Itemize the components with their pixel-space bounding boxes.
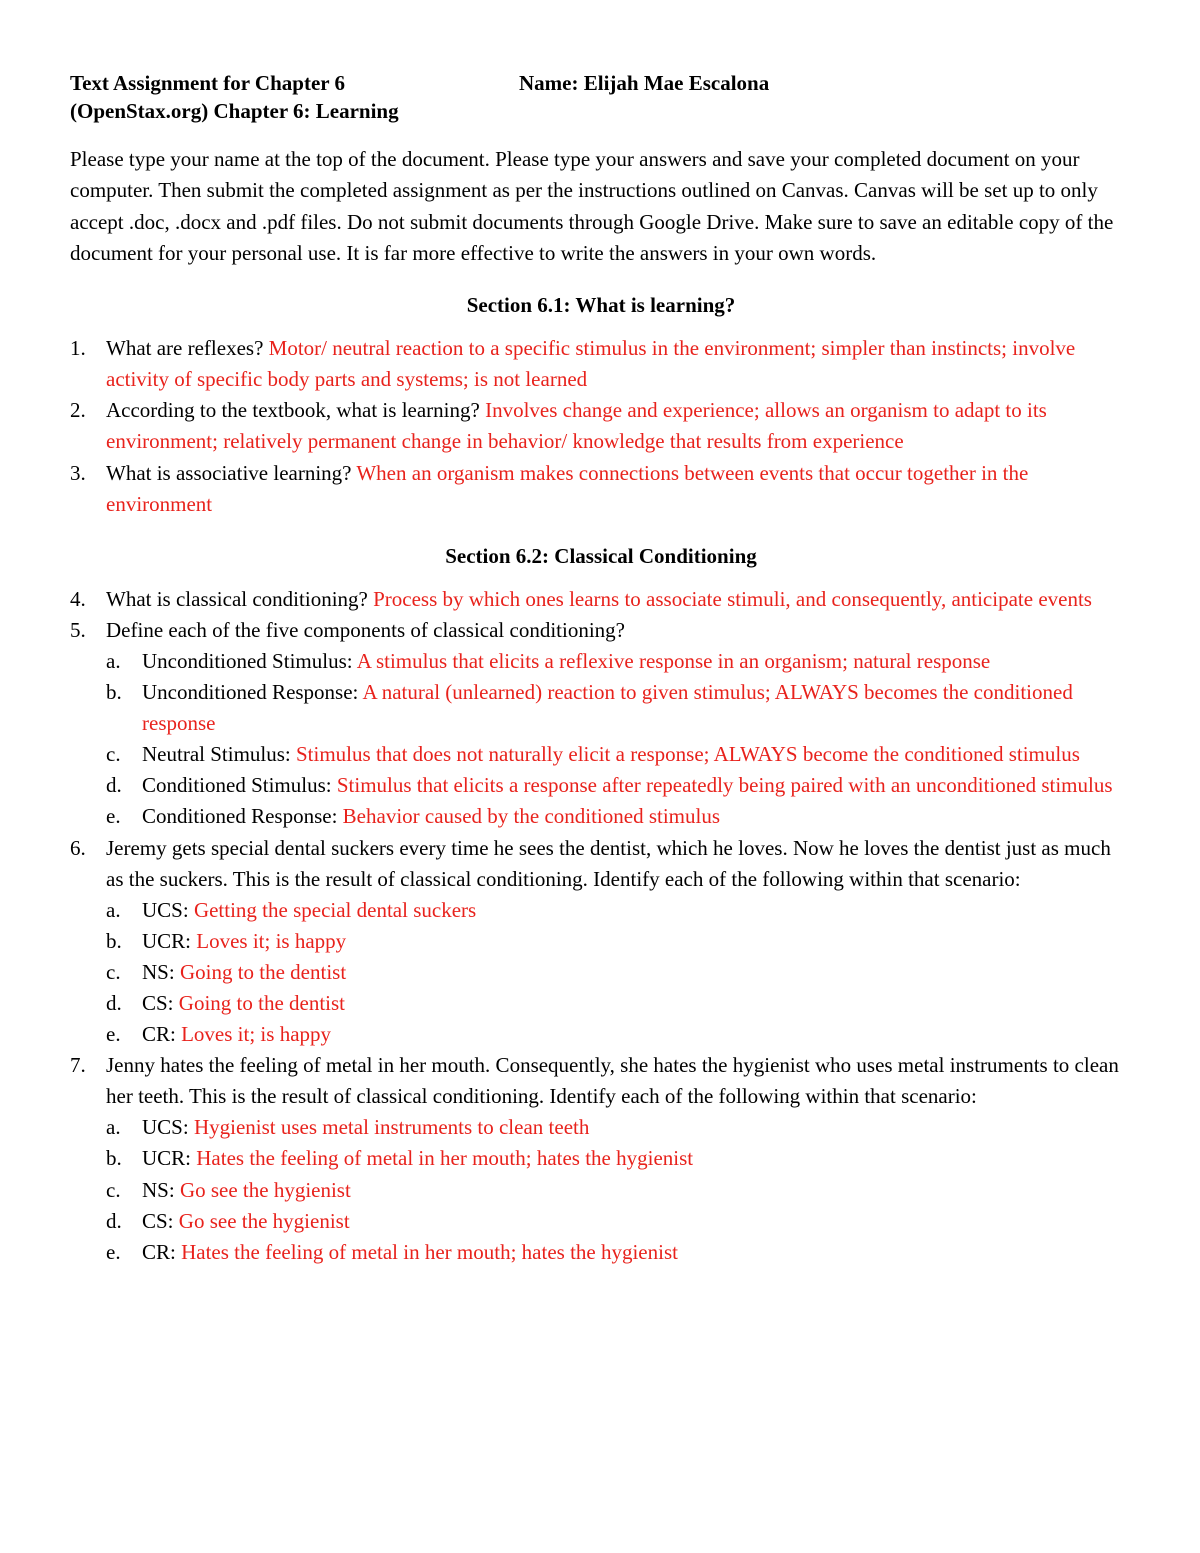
sub-item (106, 646, 1132, 677)
sub-label: UCS: (142, 897, 194, 922)
answer-text: Hates the feeling of metal in her mouth; hates the hygienist (181, 1239, 678, 1264)
answer-text: Hygienist uses metal instruments to clean teeth (193, 1115, 590, 1140)
student-name: Name: Elijah Mae Escalona (519, 71, 770, 95)
sub-label: Unconditioned Response: (142, 680, 363, 705)
answer-text: A stimulus that elicits a reflexive response in an organism; natural response (356, 648, 991, 673)
answer-text: Stimulus that does not naturally elicit a response; ALWAYS become the conditioned stimulus (296, 742, 1080, 767)
document-header (70, 70, 1132, 126)
sub-letter: a. (106, 1115, 121, 1140)
question-6-parts (106, 895, 1132, 1050)
question-5 (70, 615, 1132, 833)
sub-item (106, 957, 1132, 988)
sub-item (106, 1175, 1132, 1206)
question-1 (70, 333, 1132, 395)
sub-item (106, 1206, 1132, 1237)
sub-letter: a. (106, 897, 121, 922)
question-number: 5. (70, 617, 86, 642)
answer-text: Loves it; is happy (181, 1022, 332, 1047)
question-2 (70, 395, 1132, 457)
sub-item (106, 770, 1132, 801)
sub-label: CR: (142, 1239, 182, 1264)
section-6-2-questions (70, 584, 1132, 1268)
answer-text: Process by which ones learns to associate stimuli, and consequently, anticipate events (373, 586, 1092, 611)
sub-item (106, 1112, 1132, 1143)
sub-letter: b. (106, 680, 122, 705)
question-number: 3. (70, 460, 86, 485)
answer-text: Involves change and experience; allows an organism to adapt to its environment; relatively permanent change in behavior/ knowledge that results from experience (106, 398, 1047, 454)
sub-item (106, 739, 1132, 770)
sub-label: UCR: (142, 928, 197, 953)
answer-text: Hates the feeling of metal in her mouth; hates the hygienist (196, 1146, 694, 1171)
sub-label: UCR: (142, 1146, 197, 1171)
question-number: 6. (70, 835, 86, 860)
answer-text: Going to the dentist (178, 990, 346, 1015)
question-number: 2. (70, 398, 86, 423)
answer-text: Stimulus that elicits a response after repeatedly being paired with an unconditioned stimulus (336, 773, 1113, 798)
sub-item (106, 1143, 1132, 1174)
sub-label: NS: (142, 959, 180, 984)
answer-text: Loves it; is happy (196, 928, 347, 953)
answer-text: Go see the hygienist (178, 1208, 350, 1233)
question-7 (70, 1050, 1132, 1268)
question-number: 7. (70, 1053, 86, 1078)
answer-text: Getting the special dental suckers (193, 897, 477, 922)
answer-text: When an organism makes connections between events that occur together in the environment (106, 460, 1029, 516)
sub-letter: b. (106, 1146, 122, 1171)
sub-label: CR: (142, 1022, 182, 1047)
sub-item (106, 926, 1132, 957)
sub-label: CS: (142, 990, 179, 1015)
sub-letter: d. (106, 1208, 122, 1233)
answer-text: Going to the dentist (179, 959, 347, 984)
sub-letter: d. (106, 990, 122, 1015)
question-7-parts (106, 1112, 1132, 1267)
sub-label: NS: (142, 1177, 180, 1202)
sub-item (106, 988, 1132, 1019)
sub-letter: e. (106, 1022, 121, 1047)
sub-letter: c. (106, 742, 121, 767)
sub-label: Conditioned Response: (142, 804, 343, 829)
question-6 (70, 833, 1132, 1051)
question-text: According to the textbook, what is learning? (106, 398, 486, 423)
answer-text: Motor/ neutral reaction to a specific stimulus in the environment; simpler than instincts; involve activity of specific body parts and systems; is not learned (106, 336, 1076, 392)
sub-item (106, 801, 1132, 832)
answer-text: A natural (unlearned) reaction to given stimulus; ALWAYS becomes the conditioned response (142, 680, 1073, 736)
sub-letter: e. (106, 1239, 121, 1264)
sub-letter: b. (106, 928, 122, 953)
sub-item (106, 1237, 1132, 1268)
question-text: What is classical conditioning? (106, 586, 374, 611)
answer-text: Go see the hygienist (179, 1177, 351, 1202)
question-text: What are reflexes? (106, 336, 269, 361)
question-5-parts (106, 646, 1132, 833)
section-heading-6-2: Section 6.2: Classical Conditioning (445, 543, 757, 568)
answer-text: Behavior caused by the conditioned stimulus (342, 804, 721, 829)
assignment-title: Text Assignment for Chapter 6 (70, 71, 345, 95)
question-number: 4. (70, 586, 86, 611)
section-6-1-questions (70, 333, 1132, 520)
document-page (70, 70, 1132, 1268)
sub-item (106, 895, 1132, 926)
question-4 (70, 584, 1132, 615)
sub-label: Neutral Stimulus: (142, 742, 296, 767)
sub-item (106, 677, 1132, 739)
section-heading-6-1: Section 6.1: What is learning? (466, 293, 736, 318)
question-text: Define each of the five components of classical conditioning? (106, 617, 625, 642)
sub-letter: e. (106, 804, 121, 829)
chapter-title: (OpenStax.org) Chapter 6: Learning (70, 99, 399, 123)
sub-letter: a. (106, 648, 121, 673)
question-text: What is associative learning? (106, 460, 357, 485)
sub-letter: c. (106, 1177, 121, 1202)
question-number: 1. (70, 336, 86, 361)
sub-label: CS: (142, 1208, 179, 1233)
sub-label: Unconditioned Stimulus: (142, 648, 357, 673)
instructions-paragraph: Please type your name at the top of the document. Please type your answers and save your completed document on your computer. Then submit the completed assignment as per the instructions outlined on Canvas. Canvas will be set up to only accept .doc, .docx and .pdf files. Do not submit documents through Google Drive. Make sure to save an editable copy of the document for your personal use. It is far more effective to write the answers in your own words. (70, 147, 1114, 265)
question-text: Jeremy gets special dental suckers every time he sees the dentist, which he loves. Now he loves the dentist just as much as the suckers. This is the result of classical conditioning. Identify each of the following within that scenario: (106, 835, 1111, 891)
sub-item (106, 1019, 1132, 1050)
sub-label: UCS: (142, 1115, 194, 1140)
question-3 (70, 458, 1132, 520)
sub-letter: c. (106, 959, 121, 984)
question-text: Jenny hates the feeling of metal in her mouth. Consequently, she hates the hygienist who uses metal instruments to clean her teeth. This is the result of classical conditioning. Identify each of the following within that scenario: (106, 1053, 1119, 1109)
sub-letter: d. (106, 773, 122, 798)
sub-label: Conditioned Stimulus: (142, 773, 337, 798)
